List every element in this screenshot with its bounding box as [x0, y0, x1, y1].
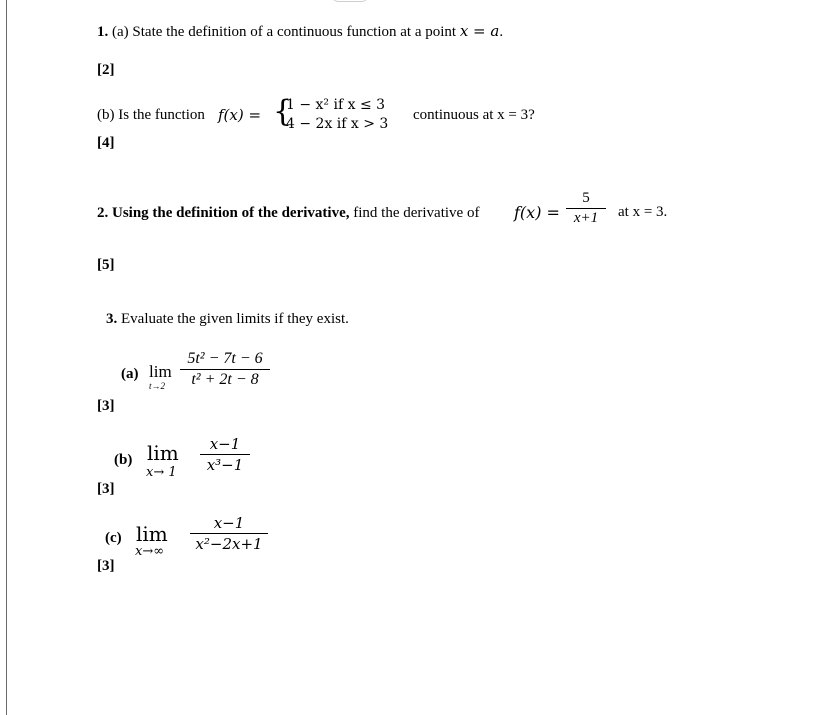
question-2-marks: [5]	[97, 257, 115, 273]
question-1b-text: (b) Is the function	[97, 107, 205, 123]
limit-a-subscript: t→2	[149, 381, 166, 391]
limit-c-label: (c)	[105, 530, 122, 546]
question-2-bold: 2. Using the definition of the derivative,	[97, 205, 350, 221]
fraction-numerator: 5	[582, 190, 590, 206]
question-2-tail: at x = 3.	[618, 204, 668, 220]
fraction-denominator: x²−2x+1	[195, 535, 263, 553]
piecewise-case-2: 4 − 2x if x > 3	[286, 116, 389, 132]
limit-c-subscript: x→∞	[135, 544, 165, 559]
fraction-denominator: t² + 2t − 8	[191, 371, 259, 388]
question-1b-marks: [4]	[97, 135, 115, 151]
fraction-bar	[180, 369, 270, 370]
question-1a-marks: [2]	[97, 62, 115, 78]
question-2	[97, 205, 479, 222]
page-left-border	[6, 0, 7, 715]
limit-a-fraction	[180, 350, 270, 389]
fraction-denominator: x³−1	[206, 456, 244, 474]
limit-b-marks: [3]	[97, 481, 115, 497]
question-2-function: f(x) =	[514, 203, 560, 222]
fraction-bar	[200, 454, 250, 455]
question-1b-function: f(x) =	[218, 106, 262, 124]
question-1a-period: .	[499, 24, 504, 40]
limit-a-label: (a)	[121, 366, 139, 382]
piecewise-case-1: 1 − x² if x ≤ 3	[286, 97, 386, 113]
fraction-denominator: x+1	[573, 210, 599, 226]
limit-a-marks: [3]	[97, 398, 115, 414]
limit-c-fraction	[190, 514, 268, 553]
question-2-text: find the derivative of	[353, 205, 480, 221]
question-1a	[97, 22, 503, 41]
question-3-heading	[106, 311, 349, 328]
fraction-numerator: x−1	[213, 514, 245, 532]
question-1b-tail: continuous at x = 3?	[413, 107, 535, 123]
fraction-numerator: x−1	[209, 435, 241, 453]
fraction-numerator: 5t² − 7t − 6	[187, 350, 263, 367]
limit-a-lim: lim	[149, 362, 172, 381]
question-2-fraction	[566, 190, 606, 227]
piecewise-brace: {	[273, 94, 293, 129]
limit-c-marks: [3]	[97, 558, 115, 574]
limit-b-label: (b)	[114, 452, 133, 468]
limit-b-fraction	[200, 435, 250, 474]
question-1a-point: x = a	[459, 22, 500, 40]
limit-b-lim: lim	[147, 441, 179, 465]
limit-c-lim: lim	[136, 522, 168, 546]
top-decoration	[330, 0, 370, 2]
question-number: 1.	[97, 24, 109, 40]
question-1a-text: (a) State the definition of a continuous function at a point	[112, 24, 457, 40]
fraction-bar	[566, 208, 606, 209]
question-number: 3.	[106, 311, 118, 327]
limit-b-subscript: x→ 1	[146, 465, 177, 480]
fraction-bar	[190, 533, 268, 534]
question-3-text: Evaluate the given limits if they exist.	[121, 311, 349, 327]
